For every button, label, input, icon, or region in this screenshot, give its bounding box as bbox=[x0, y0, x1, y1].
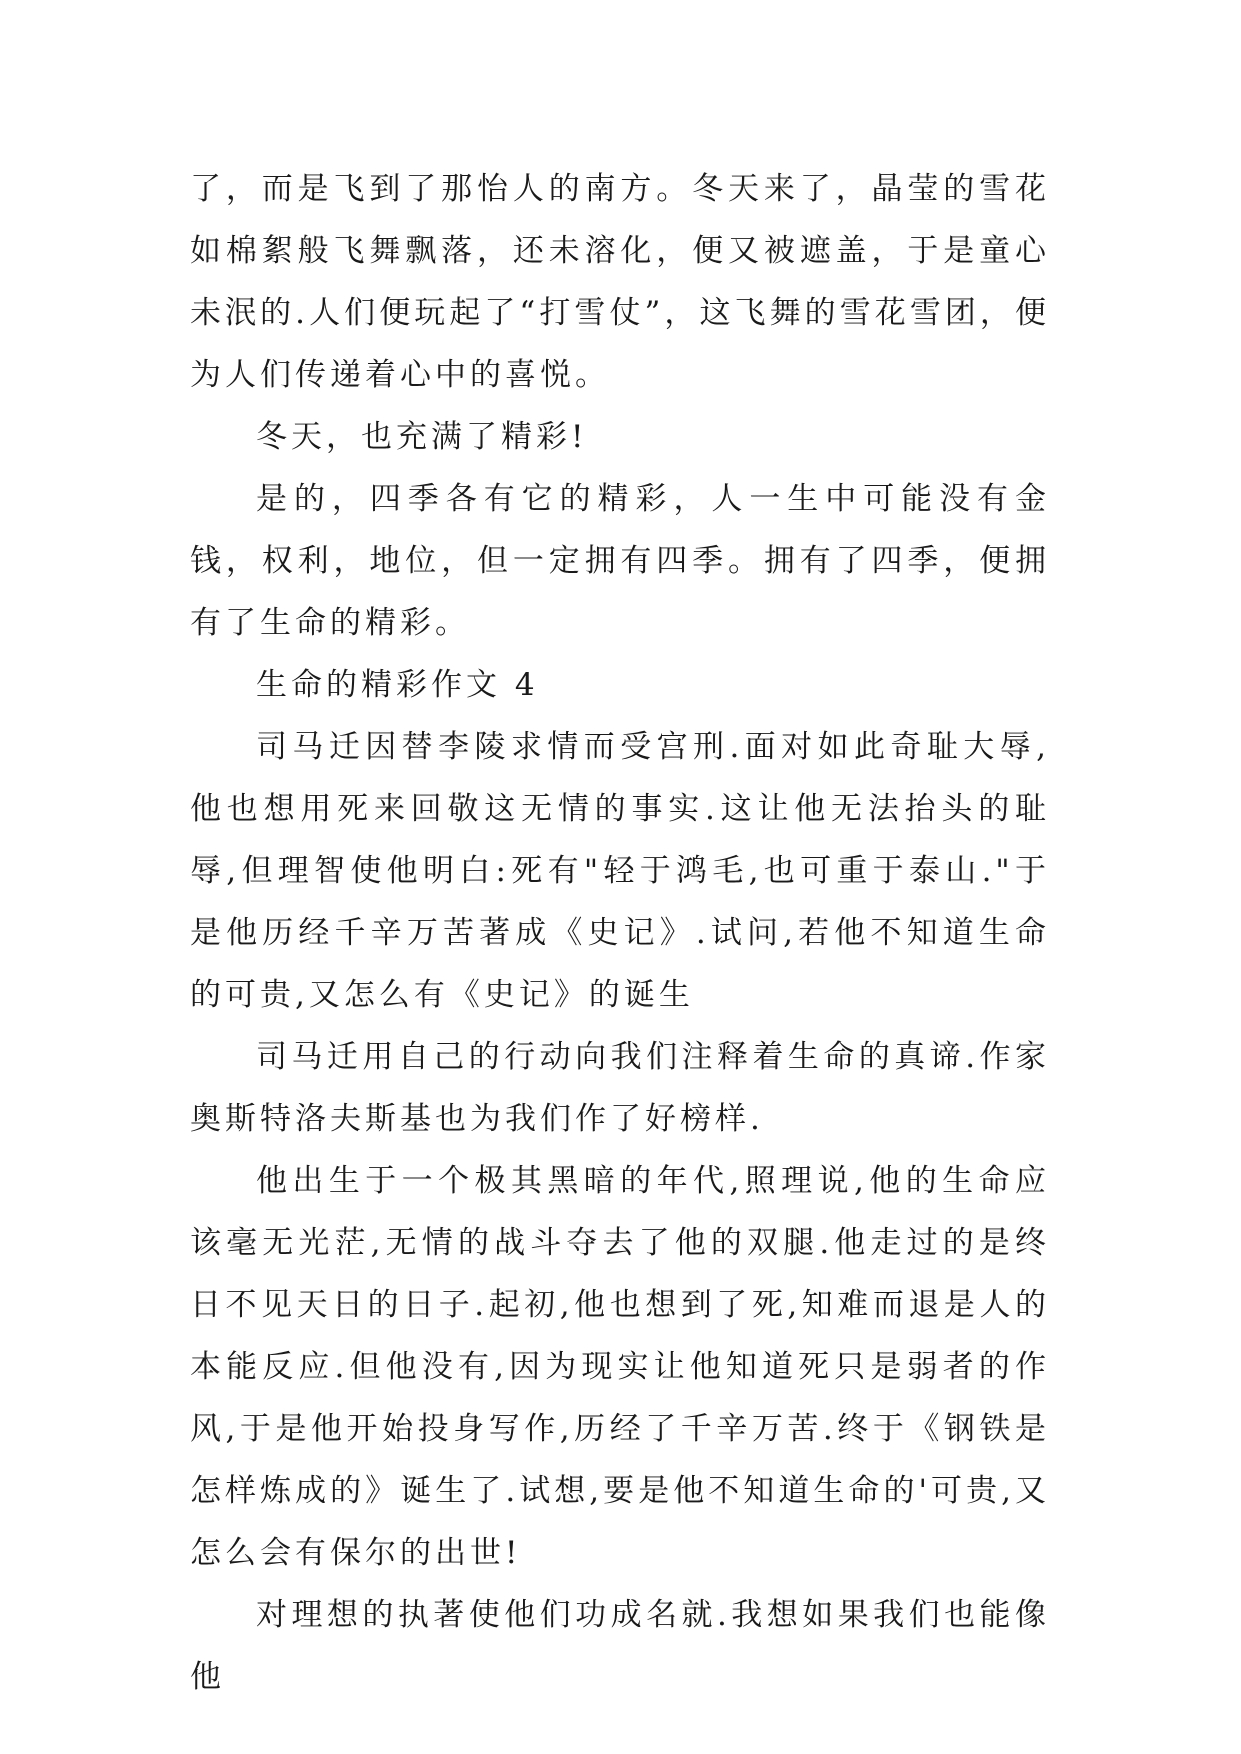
body-text bbox=[190, 158, 1050, 1708]
paragraph: 了，而是飞到了那怡人的南方。冬天来了，晶莹的雪花如棉絮般飞舞飘落，还未溶化，便又被遮盖，于是童心未泯的.人们便玩起了“打雪仗”，这飞舞的雪花雪团，便为人们传递着心中的喜悦。 bbox=[190, 171, 1050, 393]
paragraph: 他出生于一个极其黑暗的年代,照理说,他的生命应该毫无光茫,无情的战斗夺去了他的双腿.他走过的是终日不见天日的日子.起初,他也想到了死,知难而退是人的本能反应.但他没有,因为现实让他知道死只是弱者的作风,于是他开始投身写作,历经了千辛万苦.终于《钢铁是怎样炼成的》诞生了.试想,要是他不知道生命的'可贵,又怎么会有保尔的出世! bbox=[190, 1163, 1050, 1571]
paragraph: 司马迁用自己的行动向我们注释着生命的真谛.作家奥斯特洛夫斯基也为我们作了好榜样. bbox=[190, 1039, 1050, 1137]
paragraph: 冬天，也充满了精彩! bbox=[256, 419, 588, 455]
paragraph: 对理想的执著使他们功成名就.我想如果我们也能像他 bbox=[190, 1597, 1050, 1695]
section-heading: 生命的精彩作文 4 bbox=[256, 667, 539, 703]
paragraph: 司马迁因替李陵求情而受宫刑.面对如此奇耻大辱,他也想用死来回敬这无情的事实.这让他无法抬头的耻辱,但理智使他明白:死有"轻于鸿毛,也可重于泰山."于是他历经千辛万苦著成《史记》.试问,若他不知道生命的可贵,又怎么有《史记》的诞生 bbox=[190, 729, 1050, 1013]
paragraph: 是的，四季各有它的精彩，人一生中可能没有金钱，权利，地位，但一定拥有四季。拥有了四季，便拥有了生命的精彩。 bbox=[190, 481, 1050, 641]
